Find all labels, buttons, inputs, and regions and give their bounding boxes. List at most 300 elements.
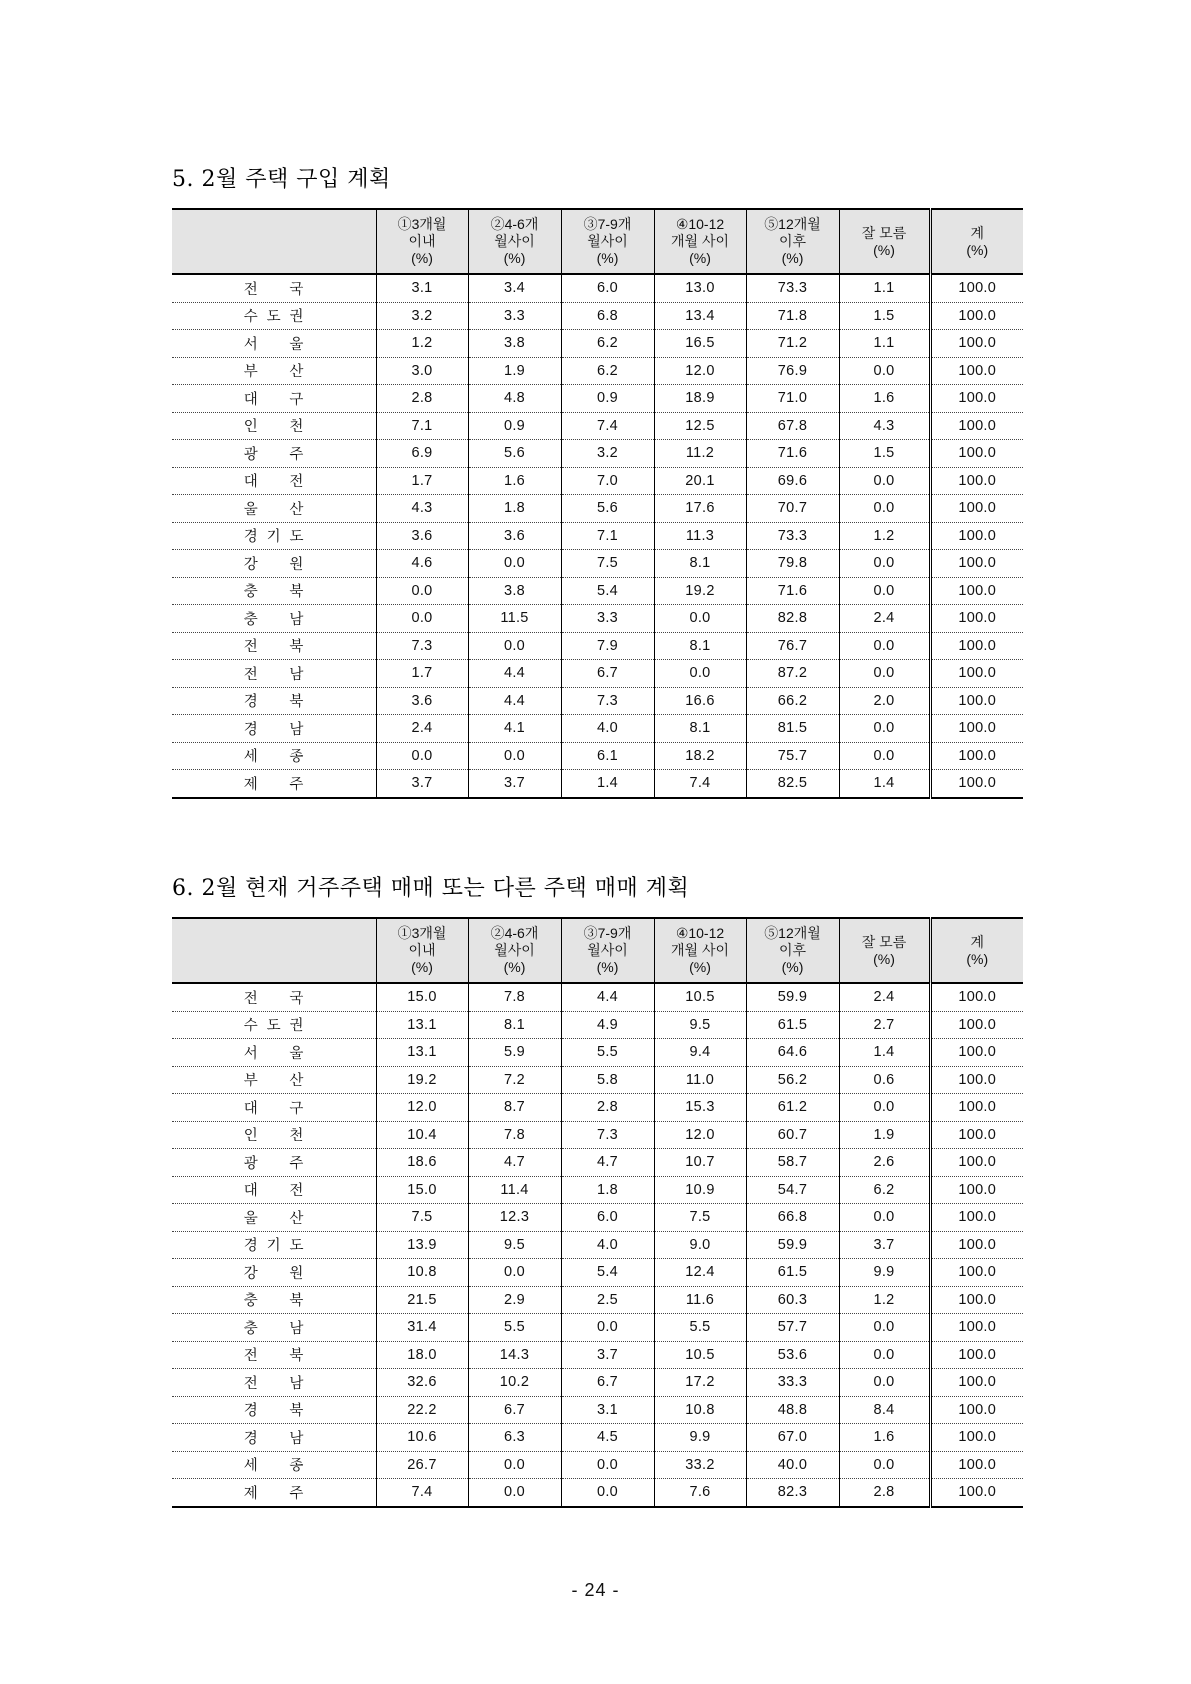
header-corner-cell <box>172 918 376 983</box>
column-header-line: (%) <box>596 250 619 266</box>
value-cell: 0.0 <box>839 715 930 743</box>
column-header-line: 계 <box>970 224 985 241</box>
table-row <box>172 1286 1023 1314</box>
column-header-line: 잘 모름 <box>861 224 907 241</box>
value-cell: 1.6 <box>839 1424 930 1452</box>
row-label: 세 종 <box>243 1458 304 1475</box>
row-label-cell <box>172 1451 376 1479</box>
value-cell: 9.0 <box>654 1231 746 1259</box>
row-label: 서 울 <box>243 1045 304 1062</box>
value-cell: 13.4 <box>654 302 746 330</box>
table-row <box>172 1396 1023 1424</box>
value-cell: 15.0 <box>376 983 468 1011</box>
value-cell: 32.6 <box>376 1369 468 1397</box>
value-cell: 4.1 <box>468 715 561 743</box>
value-cell: 4.0 <box>561 715 654 743</box>
value-cell: 10.4 <box>376 1121 468 1149</box>
value-cell: 19.2 <box>654 577 746 605</box>
row-label-cell <box>172 1231 376 1259</box>
row-label-cell <box>172 1149 376 1177</box>
column-header <box>930 209 1023 274</box>
column-header-line: 개월 사이 <box>671 233 729 249</box>
table-row <box>172 1011 1023 1039</box>
value-cell: 66.2 <box>746 687 839 715</box>
value-cell: 20.1 <box>654 467 746 495</box>
column-header-line: (%) <box>503 959 526 975</box>
value-cell: 54.7 <box>746 1176 839 1204</box>
column-header-line: 계 <box>970 933 985 950</box>
row-label: 전 국 <box>243 281 304 298</box>
row-label-cell <box>172 1176 376 1204</box>
total-cell: 100.0 <box>930 522 1023 550</box>
row-label: 전 남 <box>243 666 304 683</box>
value-cell: 0.0 <box>376 605 468 633</box>
row-label-cell <box>172 1286 376 1314</box>
header-corner-cell <box>172 209 376 274</box>
value-cell: 73.3 <box>746 522 839 550</box>
value-cell: 0.0 <box>839 467 930 495</box>
row-label: 강 원 <box>243 556 304 573</box>
total-cell: 100.0 <box>930 1451 1023 1479</box>
table-row <box>172 1121 1023 1149</box>
table-row <box>172 1479 1023 1507</box>
column-header-line: ①3개월 <box>397 925 447 941</box>
row-label: 울 산 <box>243 501 304 518</box>
value-cell: 2.6 <box>839 1149 930 1177</box>
value-cell: 6.2 <box>839 1176 930 1204</box>
value-cell: 9.9 <box>839 1259 930 1287</box>
value-cell: 12.5 <box>654 412 746 440</box>
value-cell: 1.7 <box>376 660 468 688</box>
value-cell: 1.4 <box>839 1039 930 1067</box>
total-cell: 100.0 <box>930 1424 1023 1452</box>
value-cell: 18.0 <box>376 1341 468 1369</box>
value-cell: 11.2 <box>654 440 746 468</box>
value-cell: 5.6 <box>561 495 654 523</box>
value-cell: 3.7 <box>561 1341 654 1369</box>
value-cell: 2.8 <box>376 385 468 413</box>
row-label-cell <box>172 1011 376 1039</box>
value-cell: 0.0 <box>654 605 746 633</box>
value-cell: 2.8 <box>561 1094 654 1122</box>
value-cell: 7.0 <box>561 467 654 495</box>
total-cell: 100.0 <box>930 440 1023 468</box>
value-cell: 12.0 <box>376 1094 468 1122</box>
row-label: 수 도 권 <box>243 1018 304 1035</box>
value-cell: 7.5 <box>561 550 654 578</box>
value-cell: 1.8 <box>561 1176 654 1204</box>
value-cell: 0.0 <box>839 632 930 660</box>
value-cell: 1.1 <box>839 274 930 302</box>
value-cell: 1.1 <box>839 330 930 358</box>
column-header-line: 월사이 <box>494 942 535 958</box>
value-cell: 5.5 <box>468 1314 561 1342</box>
value-cell: 0.9 <box>561 385 654 413</box>
value-cell: 31.4 <box>376 1314 468 1342</box>
value-cell: 6.2 <box>561 330 654 358</box>
column-header-line: (%) <box>873 950 895 967</box>
value-cell: 82.3 <box>746 1479 839 1507</box>
table-row <box>172 1341 1023 1369</box>
row-label: 경 기 도 <box>243 529 304 546</box>
value-cell: 7.3 <box>561 687 654 715</box>
value-cell: 71.6 <box>746 577 839 605</box>
column-header-line: 이후 <box>778 942 807 958</box>
total-cell: 100.0 <box>930 1011 1023 1039</box>
value-cell: 0.0 <box>468 550 561 578</box>
value-cell: 1.4 <box>561 770 654 798</box>
value-cell: 4.9 <box>561 1011 654 1039</box>
column-header-line: (%) <box>689 250 711 266</box>
column-header-line: ⑤12개월 <box>764 925 821 941</box>
value-cell: 6.7 <box>561 1369 654 1397</box>
value-cell: 6.0 <box>561 274 654 302</box>
total-cell: 100.0 <box>930 1094 1023 1122</box>
value-cell: 0.0 <box>839 357 930 385</box>
row-label: 충 남 <box>243 1320 304 1337</box>
value-cell: 2.4 <box>376 715 468 743</box>
total-cell: 100.0 <box>930 1149 1023 1177</box>
total-cell: 100.0 <box>930 1204 1023 1232</box>
value-cell: 26.7 <box>376 1451 468 1479</box>
value-cell: 64.6 <box>746 1039 839 1067</box>
value-cell: 61.5 <box>746 1011 839 1039</box>
value-cell: 1.5 <box>839 440 930 468</box>
value-cell: 4.4 <box>561 983 654 1011</box>
column-header <box>930 918 1023 983</box>
row-label: 세 종 <box>243 749 304 766</box>
total-cell: 100.0 <box>930 1479 1023 1507</box>
value-cell: 4.0 <box>561 1231 654 1259</box>
table-row <box>172 302 1023 330</box>
value-cell: 12.0 <box>654 357 746 385</box>
value-cell: 3.1 <box>561 1396 654 1424</box>
value-cell: 59.9 <box>746 983 839 1011</box>
value-cell: 53.6 <box>746 1341 839 1369</box>
value-cell: 3.6 <box>468 522 561 550</box>
row-label-cell <box>172 1369 376 1397</box>
row-label: 광 주 <box>243 446 304 463</box>
value-cell: 0.6 <box>839 1066 930 1094</box>
value-cell: 3.0 <box>376 357 468 385</box>
row-label-cell <box>172 1121 376 1149</box>
table-row <box>172 1424 1023 1452</box>
value-cell: 71.0 <box>746 385 839 413</box>
value-cell: 56.2 <box>746 1066 839 1094</box>
row-label-cell <box>172 1204 376 1232</box>
value-cell: 79.8 <box>746 550 839 578</box>
total-cell: 100.0 <box>930 550 1023 578</box>
total-cell: 100.0 <box>930 412 1023 440</box>
value-cell: 11.5 <box>468 605 561 633</box>
column-header <box>376 918 468 983</box>
total-cell: 100.0 <box>930 1341 1023 1369</box>
value-cell: 3.6 <box>376 522 468 550</box>
row-label-cell <box>172 1259 376 1287</box>
value-cell: 0.0 <box>654 660 746 688</box>
column-header-line: ①3개월 <box>397 216 447 232</box>
column-header-line: 잘 모름 <box>861 933 907 950</box>
value-cell: 0.0 <box>839 1094 930 1122</box>
value-cell: 9.4 <box>654 1039 746 1067</box>
row-label: 충 남 <box>243 611 304 628</box>
value-cell: 6.1 <box>561 742 654 770</box>
row-label-cell <box>172 715 376 743</box>
value-cell: 10.2 <box>468 1369 561 1397</box>
value-cell: 2.4 <box>839 605 930 633</box>
total-cell: 100.0 <box>930 357 1023 385</box>
value-cell: 11.6 <box>654 1286 746 1314</box>
total-cell: 100.0 <box>930 983 1023 1011</box>
value-cell: 3.3 <box>561 605 654 633</box>
value-cell: 66.8 <box>746 1204 839 1232</box>
table-row <box>172 495 1023 523</box>
total-cell: 100.0 <box>930 385 1023 413</box>
row-label: 전 국 <box>243 990 304 1007</box>
value-cell: 13.1 <box>376 1011 468 1039</box>
row-label-cell <box>172 302 376 330</box>
table-row <box>172 1314 1023 1342</box>
table-row <box>172 1149 1023 1177</box>
value-cell: 16.6 <box>654 687 746 715</box>
row-label-cell <box>172 1066 376 1094</box>
value-cell: 82.8 <box>746 605 839 633</box>
value-cell: 4.7 <box>468 1149 561 1177</box>
value-cell: 3.7 <box>839 1231 930 1259</box>
value-cell: 18.6 <box>376 1149 468 1177</box>
header-row <box>172 209 1023 274</box>
value-cell: 1.7 <box>376 467 468 495</box>
value-cell: 4.8 <box>468 385 561 413</box>
value-cell: 0.0 <box>839 1204 930 1232</box>
value-cell: 10.7 <box>654 1149 746 1177</box>
row-label: 전 북 <box>243 639 304 656</box>
row-label: 전 북 <box>243 1348 304 1365</box>
value-cell: 9.5 <box>654 1011 746 1039</box>
value-cell: 2.9 <box>468 1286 561 1314</box>
column-header-line: ②4-6개 <box>490 216 539 232</box>
table-row <box>172 330 1023 358</box>
row-label: 제 주 <box>243 776 304 793</box>
row-label-cell <box>172 1094 376 1122</box>
column-header-line: 이내 <box>408 942 436 958</box>
table-row <box>172 715 1023 743</box>
table-row <box>172 1204 1023 1232</box>
row-label-cell <box>172 274 376 302</box>
value-cell: 69.6 <box>746 467 839 495</box>
value-cell: 10.8 <box>654 1396 746 1424</box>
column-header-line: 이후 <box>778 233 807 249</box>
value-cell: 3.6 <box>376 687 468 715</box>
row-label: 수 도 권 <box>243 309 304 326</box>
column-header <box>468 918 561 983</box>
column-header-line: (%) <box>689 959 711 975</box>
row-label: 경 북 <box>243 1403 304 1420</box>
value-cell: 0.0 <box>839 1341 930 1369</box>
value-cell: 3.8 <box>468 330 561 358</box>
value-cell: 17.6 <box>654 495 746 523</box>
row-label: 부 산 <box>243 1073 304 1090</box>
value-cell: 7.9 <box>561 632 654 660</box>
value-cell: 7.5 <box>654 1204 746 1232</box>
row-label: 충 북 <box>243 584 304 601</box>
row-label-cell <box>172 550 376 578</box>
purchase-plan-table <box>172 208 1023 799</box>
row-label: 경 북 <box>243 694 304 711</box>
value-cell: 0.0 <box>468 1451 561 1479</box>
row-label: 대 구 <box>243 391 304 408</box>
table-row <box>172 687 1023 715</box>
value-cell: 0.0 <box>468 632 561 660</box>
table-row <box>172 1369 1023 1397</box>
value-cell: 81.5 <box>746 715 839 743</box>
value-cell: 1.2 <box>839 1286 930 1314</box>
value-cell: 10.6 <box>376 1424 468 1452</box>
value-cell: 48.8 <box>746 1396 839 1424</box>
total-cell: 100.0 <box>930 632 1023 660</box>
table-row <box>172 385 1023 413</box>
value-cell: 0.0 <box>468 742 561 770</box>
value-cell: 19.2 <box>376 1066 468 1094</box>
value-cell: 0.9 <box>468 412 561 440</box>
total-cell: 100.0 <box>930 1231 1023 1259</box>
value-cell: 12.4 <box>654 1259 746 1287</box>
value-cell: 4.4 <box>468 687 561 715</box>
value-cell: 0.0 <box>839 660 930 688</box>
column-header-line: (%) <box>411 959 433 975</box>
row-label: 경 남 <box>243 721 304 738</box>
value-cell: 6.2 <box>561 357 654 385</box>
total-cell: 100.0 <box>930 742 1023 770</box>
value-cell: 1.2 <box>376 330 468 358</box>
row-label: 경 남 <box>243 1430 304 1447</box>
table-row <box>172 440 1023 468</box>
row-label-cell <box>172 983 376 1011</box>
value-cell: 7.3 <box>376 632 468 660</box>
value-cell: 4.7 <box>561 1149 654 1177</box>
total-cell: 100.0 <box>930 687 1023 715</box>
value-cell: 0.0 <box>376 577 468 605</box>
header-row <box>172 918 1023 983</box>
row-label-cell <box>172 1396 376 1424</box>
value-cell: 4.4 <box>468 660 561 688</box>
column-header-line: ④10-12 <box>675 925 725 941</box>
table-row <box>172 632 1023 660</box>
total-cell: 100.0 <box>930 1121 1023 1149</box>
value-cell: 7.8 <box>468 983 561 1011</box>
column-header-line: 개월 사이 <box>671 942 729 958</box>
value-cell: 76.9 <box>746 357 839 385</box>
value-cell: 4.5 <box>561 1424 654 1452</box>
value-cell: 0.0 <box>561 1314 654 1342</box>
value-cell: 6.7 <box>468 1396 561 1424</box>
table-row <box>172 1039 1023 1067</box>
value-cell: 87.2 <box>746 660 839 688</box>
value-cell: 40.0 <box>746 1451 839 1479</box>
value-cell: 7.1 <box>376 412 468 440</box>
value-cell: 16.5 <box>654 330 746 358</box>
row-label-cell <box>172 577 376 605</box>
value-cell: 0.0 <box>561 1479 654 1507</box>
value-cell: 0.0 <box>468 1479 561 1507</box>
column-header-line: ③7-9개 <box>583 216 632 232</box>
value-cell: 11.3 <box>654 522 746 550</box>
value-cell: 75.7 <box>746 742 839 770</box>
value-cell: 70.7 <box>746 495 839 523</box>
value-cell: 7.2 <box>468 1066 561 1094</box>
value-cell: 5.6 <box>468 440 561 468</box>
column-header <box>468 209 561 274</box>
value-cell: 4.6 <box>376 550 468 578</box>
value-cell: 71.6 <box>746 440 839 468</box>
row-label-cell <box>172 687 376 715</box>
value-cell: 22.2 <box>376 1396 468 1424</box>
column-header <box>746 209 839 274</box>
row-label: 강 원 <box>243 1265 304 1282</box>
total-cell: 100.0 <box>930 467 1023 495</box>
value-cell: 12.3 <box>468 1204 561 1232</box>
value-cell: 60.3 <box>746 1286 839 1314</box>
value-cell: 10.9 <box>654 1176 746 1204</box>
total-cell: 100.0 <box>930 330 1023 358</box>
value-cell: 15.3 <box>654 1094 746 1122</box>
value-cell: 7.1 <box>561 522 654 550</box>
value-cell: 3.2 <box>376 302 468 330</box>
table-row <box>172 577 1023 605</box>
row-label-cell <box>172 1341 376 1369</box>
value-cell: 0.0 <box>839 1314 930 1342</box>
total-cell: 100.0 <box>930 1259 1023 1287</box>
value-cell: 2.5 <box>561 1286 654 1314</box>
column-header <box>839 918 930 983</box>
value-cell: 11.4 <box>468 1176 561 1204</box>
value-cell: 13.1 <box>376 1039 468 1067</box>
total-cell: 100.0 <box>930 1286 1023 1314</box>
value-cell: 5.4 <box>561 577 654 605</box>
total-cell: 100.0 <box>930 1066 1023 1094</box>
column-header-line: 월사이 <box>494 233 535 249</box>
value-cell: 9.5 <box>468 1231 561 1259</box>
value-cell: 6.0 <box>561 1204 654 1232</box>
row-label-cell <box>172 440 376 468</box>
table-row <box>172 742 1023 770</box>
column-header-line: 월사이 <box>587 942 628 958</box>
column-header-line: ②4-6개 <box>490 925 539 941</box>
row-label: 대 전 <box>243 474 304 491</box>
total-cell: 100.0 <box>930 302 1023 330</box>
value-cell: 67.0 <box>746 1424 839 1452</box>
row-label-cell <box>172 522 376 550</box>
column-header <box>654 209 746 274</box>
value-cell: 3.1 <box>376 274 468 302</box>
value-cell: 2.0 <box>839 687 930 715</box>
value-cell: 7.8 <box>468 1121 561 1149</box>
column-header <box>839 209 930 274</box>
value-cell: 1.4 <box>839 770 930 798</box>
column-header-line: (%) <box>873 241 895 258</box>
total-cell: 100.0 <box>930 660 1023 688</box>
value-cell: 10.5 <box>654 983 746 1011</box>
value-cell: 0.0 <box>839 742 930 770</box>
value-cell: 4.3 <box>376 495 468 523</box>
value-cell: 3.3 <box>468 302 561 330</box>
total-cell: 100.0 <box>930 577 1023 605</box>
value-cell: 0.0 <box>839 495 930 523</box>
row-label-cell <box>172 632 376 660</box>
value-cell: 57.7 <box>746 1314 839 1342</box>
total-cell: 100.0 <box>930 1314 1023 1342</box>
table-row <box>172 660 1023 688</box>
